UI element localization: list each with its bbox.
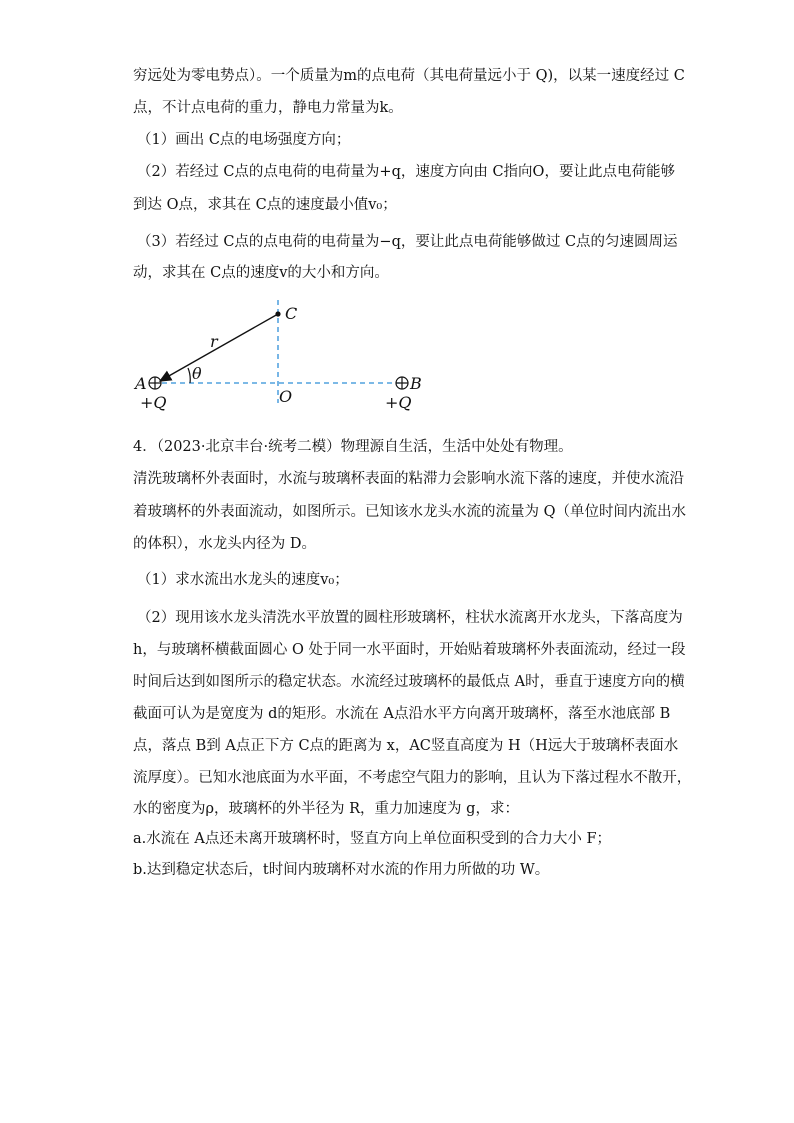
radius-arrow	[160, 314, 278, 381]
problem3-text-line-1: 穷远处为零电势点）。一个质量为m的点电荷（其电荷量远小于 Q)，以某一速度经过 C	[133, 68, 685, 84]
problem4-header: 4．（2023·北京丰台·统考二模）物理源自生活，生活中处处有物理。	[133, 439, 573, 455]
problem4-subquestion-2-line-2: h，与玻璃杯横截面圆心 O 处于同一水平面时，开始贴着玻璃杯外表面流动，经过一段	[133, 642, 686, 658]
problem3-subquestion-2-line-2: 到达 O点，求其在 C点的速度最小值v₀；	[133, 197, 397, 213]
problem4-subquestion-2-line-6: 流厚度）。已知水池底面为水平面，不考虑空气阻力的影响，且认为下落过程水不散开，	[133, 770, 692, 786]
label-b: B	[410, 374, 422, 393]
problem4-subquestion-2-line-5: 点，落点 B到 A点正下方 C点的距离为 x，AC竖直高度为 H（H远大于玻璃杯表面水	[133, 738, 679, 754]
problem4-subquestion-2-line-3: 时间后达到如图所示的稳定状态。水流经过玻璃杯的最低点 A时，垂直于速度方向的横	[133, 674, 685, 690]
problem4-subquestion-2-line-1: （2）现用该水龙头清洗水平放置的圆柱形玻璃杯，柱状水流离开水龙头，下落高度为	[137, 610, 683, 626]
label-c: C	[285, 304, 298, 323]
problem4-part-a: a.水流在 A点还未离开玻璃杯时，竖直方向上单位面积受到的合力大小 F；	[133, 831, 612, 847]
label-a: A	[135, 374, 147, 393]
charge-b-symbol	[396, 377, 408, 389]
label-o: O	[279, 387, 293, 406]
problem4-text-line-2: 着玻璃杯的外表面流动，如图所示。已知该水龙头水流的流量为 Q（单位时间内流出水	[133, 504, 686, 520]
problem3-text-line-2: 点，不计点电荷的重力，静电力常量为k。	[133, 100, 403, 116]
problem4-subquestion-2-line-4: 截面可认为是宽度为 d的矩形。水流在 A点沿水平方向离开玻璃杯，落至水池底部 B	[133, 706, 671, 722]
problem4-text-line-3: 的体积），水龙头内径为 D。	[133, 536, 316, 552]
label-charge-left: +Q	[140, 393, 167, 412]
problem4-text-line-1: 清洗玻璃杯外表面时，水流与玻璃杯表面的粘滞力会影响水流下落的速度，并使水流沿	[133, 471, 684, 487]
charge-a-symbol	[149, 377, 161, 389]
charge-field-diagram	[130, 295, 430, 420]
label-charge-right: +Q	[385, 393, 412, 412]
theta-arc	[188, 368, 190, 383]
problem3-subquestion-1: （1）画出 C点的电场强度方向；	[137, 132, 351, 148]
problem3-subquestion-3-line-2: 动，求其在 C点的速度v的大小和方向。	[133, 265, 389, 281]
problem3-subquestion-2-line-1: （2）若经过 C点的点电荷的电荷量为+q，速度方向由 C指向O，要让此点电荷能够	[137, 164, 675, 180]
point-c-dot	[275, 311, 280, 316]
label-theta: θ	[192, 364, 202, 383]
label-r: r	[210, 332, 218, 351]
problem4-part-b: b.达到稳定状态后，t时间内玻璃杯对水流的作用力所做的功 W。	[133, 862, 550, 878]
problem3-subquestion-3-line-1: （3）若经过 C点的点电荷的电荷量为−q，要让此点电荷能够做过 C点的匀速圆周运	[137, 234, 678, 250]
problem4-subquestion-1: （1）求水流出水龙头的速度v₀；	[137, 572, 349, 588]
problem4-subquestion-2-line-7: 水的密度为ρ，玻璃杯的外半径为 R，重力加速度为 g，求：	[133, 801, 519, 817]
